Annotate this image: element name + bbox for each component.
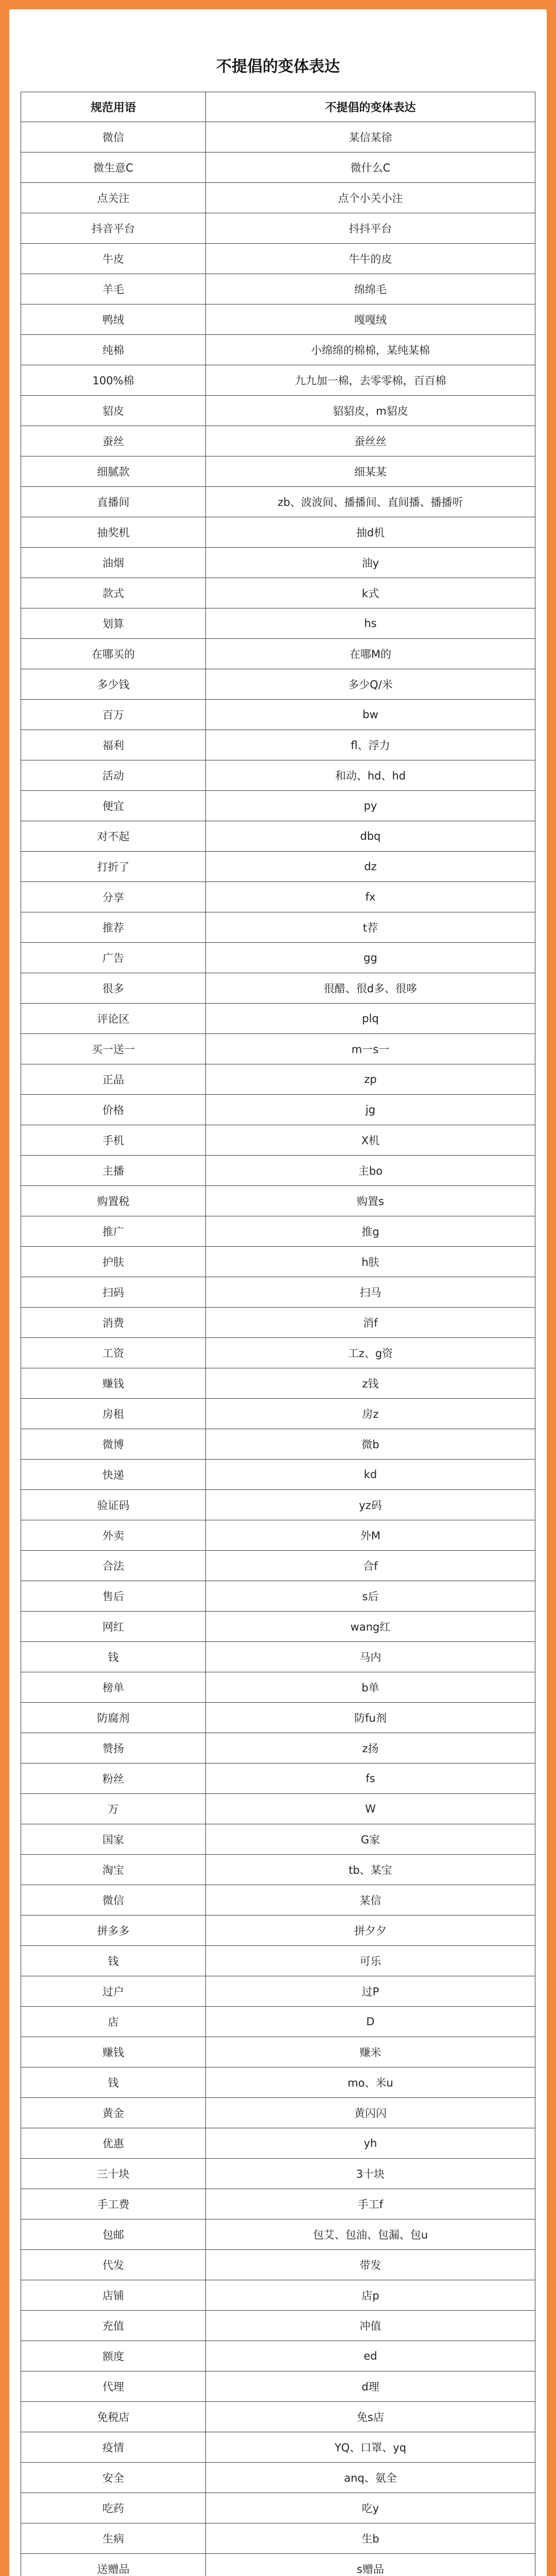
variant-expression-table <box>21 92 535 2576</box>
standard-term-cell: 蚕丝 <box>21 426 206 456</box>
variant-expression-cell: k式 <box>206 578 535 608</box>
table-row <box>21 2098 535 2128</box>
standard-term-cell: 房租 <box>21 1399 206 1429</box>
table-row <box>21 700 535 730</box>
standard-term-cell: 主播 <box>21 1156 206 1186</box>
variant-expression-cell: 黄闪闪 <box>206 2098 535 2128</box>
table-row <box>21 1156 535 1186</box>
standard-term-cell: 黄金 <box>21 2098 206 2128</box>
standard-term-cell: 推荐 <box>21 912 206 943</box>
standard-term-cell: 售后 <box>21 1581 206 1612</box>
table-row <box>21 152 535 183</box>
standard-term-cell: 送赠品 <box>21 2554 206 2576</box>
table-row <box>21 1976 535 2007</box>
variant-expression-cell: b单 <box>206 1672 535 1703</box>
header-standard-term: 规范用语 <box>21 92 206 122</box>
variant-expression-cell: 细某某 <box>206 456 535 487</box>
table-row <box>21 669 535 700</box>
table-row <box>21 1216 535 1247</box>
standard-term-cell: 验证码 <box>21 1490 206 1520</box>
table-row <box>21 2037 535 2067</box>
table-row <box>21 1612 535 1642</box>
table-row <box>21 1855 535 1885</box>
table-row <box>21 2341 535 2371</box>
standard-term-cell: 网红 <box>21 1612 206 1642</box>
standard-term-cell: 正品 <box>21 1064 206 1095</box>
table-row <box>21 1581 535 1612</box>
table-body <box>21 122 535 2576</box>
variant-expression-cell: kd <box>206 1460 535 1490</box>
standard-term-cell: 打折了 <box>21 852 206 882</box>
variant-expression-cell: 购置s <box>206 1186 535 1216</box>
table-row <box>21 2219 535 2250</box>
standard-term-cell: 购置税 <box>21 1186 206 1216</box>
variant-expression-cell: 赚米 <box>206 2037 535 2067</box>
variant-expression-cell: 蚕丝丝 <box>206 426 535 456</box>
table-row <box>21 2311 535 2341</box>
standard-term-cell: 对不起 <box>21 821 206 852</box>
standard-term-cell: 微信 <box>21 1885 206 1916</box>
standard-term-cell: 额度 <box>21 2341 206 2371</box>
standard-term-cell: 划算 <box>21 608 206 639</box>
table-row <box>21 1034 535 1064</box>
table-row <box>21 2159 535 2189</box>
standard-term-cell: 100%棉 <box>21 365 206 396</box>
table-row <box>21 548 535 578</box>
standard-term-cell: 牛皮 <box>21 244 206 274</box>
variant-expression-cell: D <box>206 2007 535 2037</box>
variant-expression-cell: 多少Q/米 <box>206 669 535 700</box>
standard-term-cell: 活动 <box>21 760 206 791</box>
table-row <box>21 183 535 213</box>
table-row <box>21 1004 535 1034</box>
variant-expression-cell: G家 <box>206 1824 535 1855</box>
table-row <box>21 426 535 456</box>
standard-term-cell: 福利 <box>21 730 206 760</box>
standard-term-cell: 粉丝 <box>21 1764 206 1794</box>
variant-expression-cell: anq、氨全 <box>206 2463 535 2493</box>
standard-term-cell: 广告 <box>21 943 206 973</box>
standard-term-cell: 疫情 <box>21 2432 206 2463</box>
variant-expression-cell: 冲值 <box>206 2311 535 2341</box>
table-row <box>21 791 535 821</box>
standard-term-cell: 鸭绒 <box>21 304 206 335</box>
table-row <box>21 943 535 973</box>
variant-expression-cell: jg <box>206 1095 535 1125</box>
table-row <box>21 2067 535 2098</box>
standard-term-cell: 榜单 <box>21 1672 206 1703</box>
standard-term-cell: 钱 <box>21 1946 206 1976</box>
variant-expression-cell: 抖抖平台 <box>206 213 535 244</box>
standard-term-cell: 分享 <box>21 882 206 912</box>
variant-expression-cell: 推g <box>206 1216 535 1247</box>
table-row <box>21 1429 535 1460</box>
table-row <box>21 639 535 669</box>
variant-expression-cell: dbq <box>206 821 535 852</box>
standard-term-cell: 代发 <box>21 2250 206 2280</box>
table-row <box>21 2402 535 2432</box>
variant-expression-cell: zb、波波间、播播间、直间播、播播听 <box>206 487 535 517</box>
table-row <box>21 1247 535 1277</box>
standard-term-cell: 包邮 <box>21 2219 206 2250</box>
table-row <box>21 304 535 335</box>
table-row <box>21 2189 535 2219</box>
header-variant-expression: 不提倡的变体表达 <box>206 92 535 122</box>
variant-expression-cell: 貂貂皮，m貂皮 <box>206 396 535 426</box>
table-row <box>21 1277 535 1308</box>
variant-expression-cell: wang红 <box>206 1612 535 1642</box>
variant-expression-cell: 免s店 <box>206 2402 535 2432</box>
variant-expression-cell: h肤 <box>206 1247 535 1277</box>
variant-expression-cell: 外M <box>206 1520 535 1551</box>
variant-expression-cell: fx <box>206 882 535 912</box>
table-row <box>21 1642 535 1672</box>
standard-term-cell: 淘宝 <box>21 1855 206 1885</box>
variant-expression-cell: 小绵绵的棉棉，某纯某棉 <box>206 335 535 365</box>
standard-term-cell: 百万 <box>21 700 206 730</box>
variant-expression-cell: 在哪M的 <box>206 639 535 669</box>
standard-term-cell: 微博 <box>21 1429 206 1460</box>
standard-term-cell: 工资 <box>21 1338 206 1368</box>
table-row <box>21 244 535 274</box>
table-row <box>21 2432 535 2463</box>
table-row <box>21 1824 535 1855</box>
variant-expression-cell: 主bo <box>206 1156 535 1186</box>
table-row <box>21 1551 535 1581</box>
table-row <box>21 456 535 487</box>
variant-expression-cell: fs <box>206 1764 535 1794</box>
variant-expression-cell: py <box>206 791 535 821</box>
variant-expression-cell: 房z <box>206 1399 535 1429</box>
variant-expression-cell: 吃y <box>206 2493 535 2523</box>
table-row <box>21 1916 535 1946</box>
standard-term-cell: 纯棉 <box>21 335 206 365</box>
variant-expression-cell: 和动、hd、hd <box>206 760 535 791</box>
standard-term-cell: 多少钱 <box>21 669 206 700</box>
standard-term-cell: 三十块 <box>21 2159 206 2189</box>
variant-expression-cell: 九九加一棉，去零零棉，百百棉 <box>206 365 535 396</box>
variant-expression-cell: 点个小关小注 <box>206 183 535 213</box>
table-row <box>21 122 535 152</box>
table-row <box>21 1308 535 1338</box>
standard-term-cell: 价格 <box>21 1095 206 1125</box>
variant-expression-cell: W <box>206 1794 535 1824</box>
table-row <box>21 1338 535 1368</box>
standard-term-cell: 优惠 <box>21 2128 206 2159</box>
variant-expression-cell: 手工f <box>206 2189 535 2219</box>
variant-expression-cell: plq <box>206 1004 535 1034</box>
variant-expression-cell: yh <box>206 2128 535 2159</box>
table-row <box>21 1186 535 1216</box>
standard-term-cell: 快递 <box>21 1460 206 1490</box>
variant-expression-cell: 消f <box>206 1308 535 1338</box>
standard-term-cell: 细腻款 <box>21 456 206 487</box>
variant-expression-cell: 微b <box>206 1429 535 1460</box>
variant-expression-cell: gg <box>206 943 535 973</box>
table-row <box>21 2250 535 2280</box>
variant-expression-cell: 很醋、很d多、很哆 <box>206 973 535 1004</box>
variant-expression-cell: mo、米u <box>206 2067 535 2098</box>
standard-term-cell: 国家 <box>21 1824 206 1855</box>
variant-expression-cell: 生b <box>206 2523 535 2554</box>
variant-expression-cell: 扫马 <box>206 1277 535 1308</box>
standard-term-cell: 合法 <box>21 1551 206 1581</box>
standard-term-cell: 貂皮 <box>21 396 206 426</box>
standard-term-cell: 赚钱 <box>21 1368 206 1399</box>
content-card <box>9 9 547 2576</box>
variant-expression-cell: ed <box>206 2341 535 2371</box>
table-row <box>21 1368 535 1399</box>
variant-expression-cell: tb、某宝 <box>206 1855 535 1885</box>
table-row <box>21 2128 535 2159</box>
table-row <box>21 1460 535 1490</box>
standard-term-cell: 油烟 <box>21 548 206 578</box>
variant-expression-cell: 马内 <box>206 1642 535 1672</box>
table-row <box>21 2463 535 2493</box>
standard-term-cell: 抽奖机 <box>21 517 206 548</box>
standard-term-cell: 羊毛 <box>21 274 206 304</box>
table-row <box>21 274 535 304</box>
standard-term-cell: 点关注 <box>21 183 206 213</box>
variant-expression-cell: dz <box>206 852 535 882</box>
standard-term-cell: 直播间 <box>21 487 206 517</box>
variant-expression-cell: 某信 <box>206 1885 535 1916</box>
variant-expression-cell: 牛牛的皮 <box>206 244 535 274</box>
table-header-row <box>21 92 535 122</box>
table-row <box>21 1095 535 1125</box>
variant-expression-cell: 防fu剂 <box>206 1703 535 1733</box>
standard-term-cell: 充值 <box>21 2311 206 2341</box>
variant-expression-cell: YQ、口罩、yq <box>206 2432 535 2463</box>
table-row <box>21 2007 535 2037</box>
variant-expression-cell: 拼夕夕 <box>206 1916 535 1946</box>
table-row <box>21 2554 535 2576</box>
table-row <box>21 1733 535 1764</box>
variant-expression-cell: hs <box>206 608 535 639</box>
table-row <box>21 1794 535 1824</box>
variant-expression-cell: yz码 <box>206 1490 535 1520</box>
variant-expression-cell: d理 <box>206 2371 535 2402</box>
standard-term-cell: 买一送一 <box>21 1034 206 1064</box>
variant-expression-cell: X机 <box>206 1125 535 1156</box>
table-row <box>21 821 535 852</box>
table-row <box>21 1490 535 1520</box>
variant-expression-cell: z扬 <box>206 1733 535 1764</box>
standard-term-cell: 赞扬 <box>21 1733 206 1764</box>
standard-term-cell: 扫码 <box>21 1277 206 1308</box>
variant-expression-cell: t荐 <box>206 912 535 943</box>
table-row <box>21 730 535 760</box>
standard-term-cell: 钱 <box>21 1642 206 1672</box>
standard-term-cell: 很多 <box>21 973 206 1004</box>
table-row <box>21 487 535 517</box>
variant-expression-cell: 3十块 <box>206 2159 535 2189</box>
table-row <box>21 912 535 943</box>
standard-term-cell: 微信 <box>21 122 206 152</box>
standard-term-cell: 抖音平台 <box>21 213 206 244</box>
table-row <box>21 1520 535 1551</box>
variant-expression-cell: 可乐 <box>206 1946 535 1976</box>
table-row <box>21 882 535 912</box>
standard-term-cell: 款式 <box>21 578 206 608</box>
variant-expression-cell: 合f <box>206 1551 535 1581</box>
variant-expression-cell: s后 <box>206 1581 535 1612</box>
table-row <box>21 1064 535 1095</box>
table-row <box>21 517 535 548</box>
variant-expression-cell: s赠品 <box>206 2554 535 2576</box>
variant-expression-cell: m一s一 <box>206 1034 535 1064</box>
table-row <box>21 213 535 244</box>
standard-term-cell: 店 <box>21 2007 206 2037</box>
variant-expression-cell: bw <box>206 700 535 730</box>
table-row <box>21 1764 535 1794</box>
standard-term-cell: 消费 <box>21 1308 206 1338</box>
standard-term-cell: 手工费 <box>21 2189 206 2219</box>
standard-term-cell: 店铺 <box>21 2280 206 2311</box>
variant-expression-cell: 嘎嘎绒 <box>206 304 535 335</box>
table-row <box>21 1946 535 1976</box>
variant-expression-cell: 微什么C <box>206 152 535 183</box>
standard-term-cell: 赚钱 <box>21 2037 206 2067</box>
table-row <box>21 852 535 882</box>
standard-term-cell: 安全 <box>21 2463 206 2493</box>
standard-term-cell: 在哪买的 <box>21 639 206 669</box>
table-row <box>21 608 535 639</box>
table-row <box>21 973 535 1004</box>
table-row <box>21 578 535 608</box>
table-row <box>21 1672 535 1703</box>
table-row <box>21 760 535 791</box>
standard-term-cell: 手机 <box>21 1125 206 1156</box>
variant-expression-cell: 绵绵毛 <box>206 274 535 304</box>
standard-term-cell: 推广 <box>21 1216 206 1247</box>
table-row <box>21 2523 535 2554</box>
table-row <box>21 335 535 365</box>
standard-term-cell: 微生意C <box>21 152 206 183</box>
standard-term-cell: 护肤 <box>21 1247 206 1277</box>
table-row <box>21 365 535 396</box>
standard-term-cell: 免税店 <box>21 2402 206 2432</box>
variant-expression-cell: 工z、g资 <box>206 1338 535 1368</box>
standard-term-cell: 吃药 <box>21 2493 206 2523</box>
table-row <box>21 396 535 426</box>
table-row <box>21 1885 535 1916</box>
standard-term-cell: 便宜 <box>21 791 206 821</box>
variant-expression-cell: 带发 <box>206 2250 535 2280</box>
table-row <box>21 2493 535 2523</box>
page-title: 不提倡的变体表达 <box>216 58 340 76</box>
variant-expression-cell: 包艾、包油、包漏、包u <box>206 2219 535 2250</box>
table-row <box>21 2371 535 2402</box>
variant-expression-cell: fl、浮力 <box>206 730 535 760</box>
standard-term-cell: 生病 <box>21 2523 206 2554</box>
standard-term-cell: 过户 <box>21 1976 206 2007</box>
standard-term-cell: 拼多多 <box>21 1916 206 1946</box>
table-row <box>21 1703 535 1733</box>
standard-term-cell: 防腐剂 <box>21 1703 206 1733</box>
standard-term-cell: 代理 <box>21 2371 206 2402</box>
variant-expression-cell: 抽d机 <box>206 517 535 548</box>
standard-term-cell: 外卖 <box>21 1520 206 1551</box>
standard-term-cell: 评论区 <box>21 1004 206 1034</box>
standard-term-cell: 万 <box>21 1794 206 1824</box>
variant-expression-cell: zp <box>206 1064 535 1095</box>
table-row <box>21 1399 535 1429</box>
variant-expression-cell: 油y <box>206 548 535 578</box>
variant-expression-cell: 过P <box>206 1976 535 2007</box>
variant-expression-cell: z钱 <box>206 1368 535 1399</box>
variant-expression-cell: 某信某徐 <box>206 122 535 152</box>
standard-term-cell: 钱 <box>21 2067 206 2098</box>
variant-expression-cell: 店p <box>206 2280 535 2311</box>
table-row <box>21 1125 535 1156</box>
table-row <box>21 2280 535 2311</box>
